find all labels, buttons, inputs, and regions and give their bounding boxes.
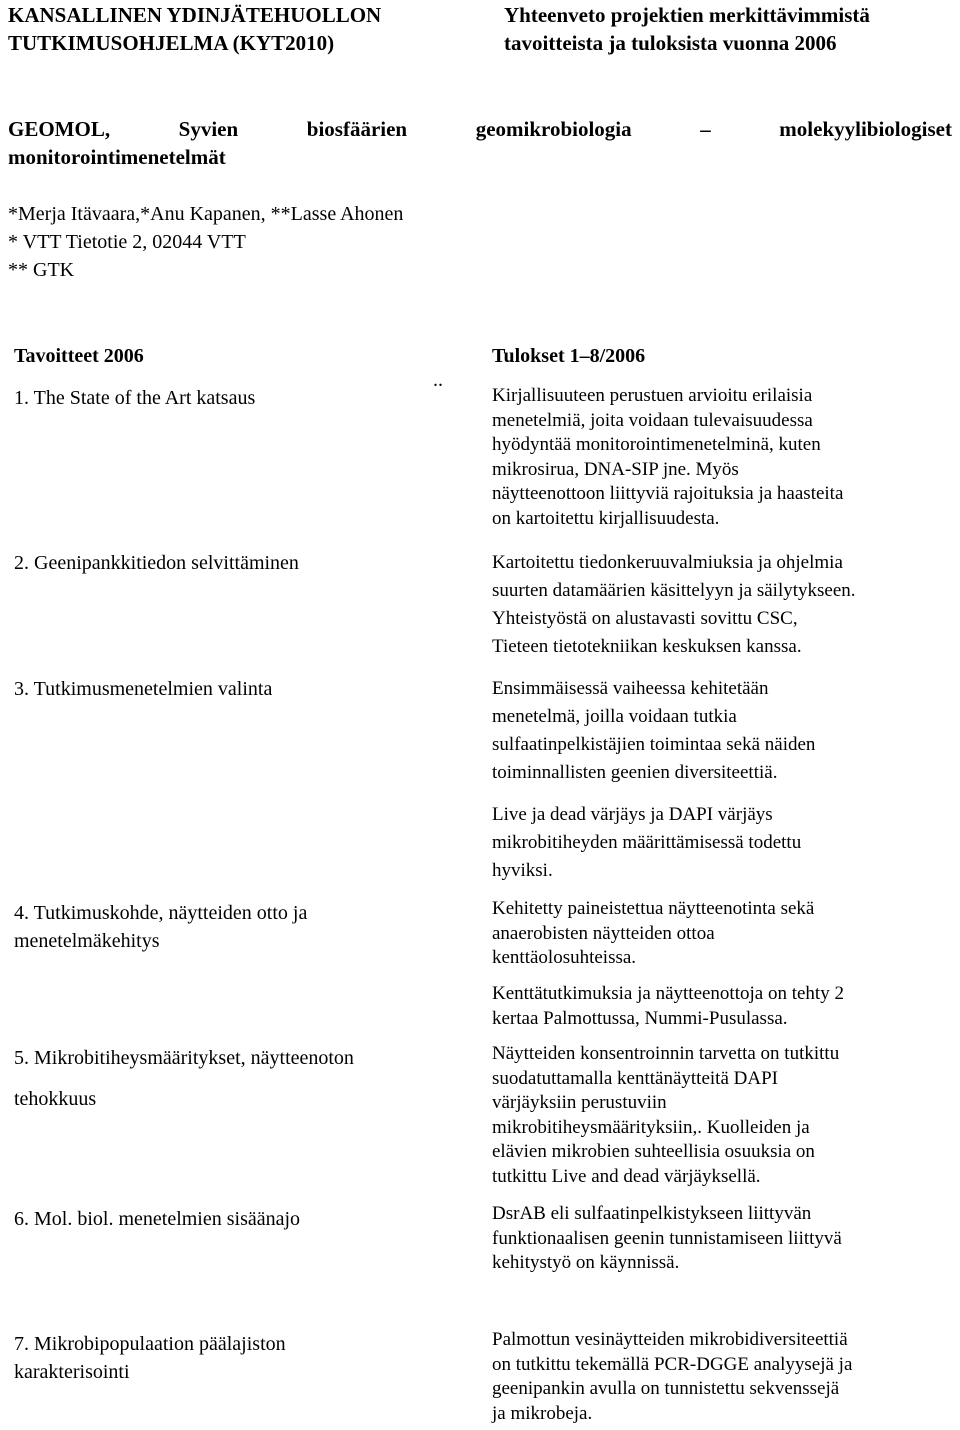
affiliation-gtk: ** GTK xyxy=(8,259,75,281)
result-line: Palmottun vesinäytteiden mikrobidiversiteettiä xyxy=(492,1329,848,1350)
stray-mark: .. xyxy=(433,369,443,391)
result-line: kenttäolosuhteissa. xyxy=(492,947,637,968)
goal-line: 5. Mikrobitiheysmääritykset, näytteenoton xyxy=(14,1047,354,1069)
goal-4 xyxy=(14,899,307,955)
result-line: Live ja dead värjäys ja DAPI värjäys xyxy=(492,804,773,825)
result-line: kehitystyö on käynnissä. xyxy=(492,1252,680,1273)
result-line: kertaa Palmottussa, Nummi-Pusulassa. xyxy=(492,1007,788,1029)
result-line: elävien mikrobien suhteellisia osuuksia on xyxy=(492,1141,815,1162)
report-title-line1: Yhteenveto projektien merkittävimmistä xyxy=(504,3,870,27)
result-line: Kehitetty paineistettua näytteenotinta sekä xyxy=(492,898,815,919)
result-line: hyödyntää monitorointimenetelminä, kuten xyxy=(492,434,821,455)
goal-2: 2. Geenipankkitiedon selvittäminen xyxy=(14,552,299,574)
result-line: mikrobitiheyden määrittämisessä todettu xyxy=(492,832,802,853)
goal-line: 4. Tutkimuskohde, näytteiden otto ja xyxy=(14,902,308,924)
result-line: Tieteen tietotekniikan keskuksen kanssa. xyxy=(492,636,802,657)
goal-7 xyxy=(14,1330,286,1386)
result-line: suodatuttamalla kenttänäytteitä DAPI xyxy=(492,1067,778,1089)
goal-3: 3. Tutkimusmenetelmien valinta xyxy=(14,678,273,700)
project-title-word: biosfäärien xyxy=(306,117,408,141)
report-title-line2: tavoitteista ja tuloksista vuonna 2006 xyxy=(504,31,837,55)
result-line: on tutkittu tekemällä PCR-DGGE analyysejä ja xyxy=(492,1353,853,1375)
result-line: geenipankin avulla on tunnistettu sekvenssejä xyxy=(492,1378,840,1399)
project-title-line2: monitorointimenetelmät xyxy=(8,145,226,169)
result-line: hyviksi. xyxy=(492,860,553,881)
result-line: värjäyksiin perustuviin xyxy=(492,1092,667,1113)
result-line: funktionaalisen geenin tunnistamiseen liittyvä xyxy=(492,1227,842,1249)
result-line: Kenttätutkimuksia ja näytteenottoja on tehty 2 xyxy=(492,983,844,1004)
result-line: Ensimmäisessä vaiheessa kehitetään xyxy=(492,678,769,699)
report-title xyxy=(504,1,870,57)
result-line: sulfaatinpelkistäjien toimintaa sekä näiden xyxy=(492,734,816,755)
result-6 xyxy=(492,1202,842,1276)
result-line: ja mikrobeja. xyxy=(492,1402,593,1424)
project-title-word: GEOMOL, xyxy=(8,117,111,141)
result-3 xyxy=(492,675,815,787)
result-3-extra xyxy=(492,801,801,885)
result-line: mikrosirua, DNA-SIP jne. Myös xyxy=(492,458,739,480)
result-4-extra xyxy=(492,982,844,1031)
result-line: Kirjallisuuteen perustuen arvioitu erilaisia xyxy=(492,385,813,406)
results-heading: Tulokset 1–8/2006 xyxy=(492,345,646,367)
result-line: näytteenottoon liittyviä rajoituksia ja haasteita xyxy=(492,483,844,504)
goal-line: karakterisointi xyxy=(14,1361,130,1383)
project-title-word: molekyylibiologiset xyxy=(779,117,952,141)
affiliation-vtt: * VTT Tietotie 2, 02044 VTT xyxy=(8,231,246,253)
result-line: menetelmiä, joita voidaan tulevaisuudessa xyxy=(492,409,813,431)
goal-6: 6. Mol. biol. menetelmien sisäänajo xyxy=(14,1208,301,1230)
result-line: anaerobisten näytteiden ottoa xyxy=(492,922,715,944)
result-line: Kartoitettu tiedonkeruuvalmiuksia ja ohjelmia xyxy=(492,552,843,573)
result-7 xyxy=(492,1328,852,1426)
result-4 xyxy=(492,897,814,971)
project-title-word: – xyxy=(700,117,711,141)
project-title-word: Syvien xyxy=(178,117,239,141)
result-line: mikrobitiheysmäärityksiin,. Kuolleiden ja xyxy=(492,1116,810,1138)
goals-heading: Tavoitteet 2006 xyxy=(14,345,144,367)
goal-line: 7. Mikrobipopulaation päälajiston xyxy=(14,1333,286,1355)
program-name-line2: TUTKIMUSOHJELMA (KYT2010) xyxy=(8,31,335,55)
goal-1: 1. The State of the Art katsaus xyxy=(14,387,256,409)
result-1 xyxy=(492,384,843,531)
result-line: tutkittu Live and dead värjäyksellä. xyxy=(492,1165,761,1187)
result-line: on kartoitettu kirjallisuudesta. xyxy=(492,507,720,529)
goal-line: menetelmäkehitys xyxy=(14,930,160,952)
result-line: DsrAB eli sulfaatinpelkistykseen liittyvän xyxy=(492,1203,812,1224)
result-2 xyxy=(492,549,856,661)
goal-line: tehokkuus xyxy=(14,1088,97,1110)
program-name-line1: KANSALLINEN YDINJÄTEHUOLLON xyxy=(8,3,382,27)
authors: *Merja Itävaara,*Anu Kapanen, **Lasse Ahonen xyxy=(8,203,404,225)
result-line: menetelmä, joilla voidaan tutkia xyxy=(492,706,737,727)
goal-5 xyxy=(14,1044,354,1113)
result-line: Näytteiden konsentroinnin tarvetta on tutkittu xyxy=(492,1043,840,1064)
result-line: toiminnallisten geenien diversiteettiä. xyxy=(492,762,778,783)
project-title-word: geomikrobiologia xyxy=(475,117,632,141)
project-title-line1 xyxy=(8,115,952,143)
result-line: suurten datamäärien käsittelyyn ja säilytykseen. xyxy=(492,580,856,601)
result-5 xyxy=(492,1042,839,1189)
result-line: Yhteistyöstä on alustavasti sovittu CSC, xyxy=(492,608,798,629)
program-name xyxy=(8,1,381,57)
